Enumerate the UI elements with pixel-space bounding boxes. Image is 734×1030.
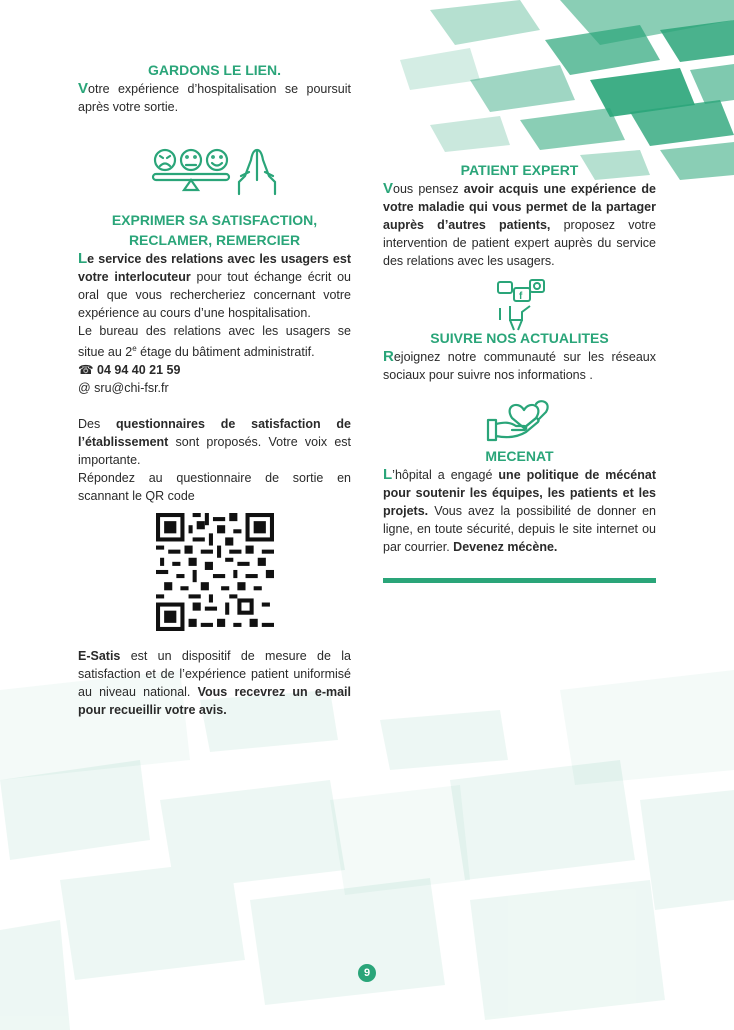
patient-body-1: ous pensez [393,182,464,196]
phone-icon: ☎ [78,363,98,378]
exprimer-bold: e service des relations avec les usagers est votre interlocuteur [78,252,351,284]
mecenat-body-2: Vous avez la possibilité de donner en ligne, en toute sécurité, depuis le site internet ou par courrier. [383,504,656,554]
patient-bold: avoir acquis une expérience de votre maladie qui vous permet de la partager auprès d’autres patients, [383,182,656,232]
mecenat-body-1: ’hôpital a engagé [392,468,499,482]
right-column [383,160,656,556]
location-sup: e [132,344,137,353]
phone-number[interactable]: 04 94 40 21 59 [97,363,181,378]
q-pre: Des [78,417,117,432]
drop-cap: R [383,348,394,365]
qr-code-icon[interactable] [156,513,274,631]
gardons-body: otre expérience d’hospitalisation se poursuit après votre sortie. [78,82,351,114]
page-number: 9 [358,964,376,982]
q-bold: questionnaires de satisfaction de l’établissement [78,417,352,450]
gardons-text [78,80,351,116]
mecenat-cta: Devenez mécène. [453,540,558,554]
questionnaire-text [78,415,351,469]
social-media-icon [490,278,550,332]
email-line[interactable]: @ sru@chi-fsr.fr [78,381,169,396]
gardons-title: GARDONS LE LIEN. [147,62,281,78]
mecenat-bold: une politique de mécénat pour soutenir les équipes, les patients et les projets. [383,468,656,518]
esatis-body: est un dispositif de mesure de la satisfaction et de l’expérience patient uniformisé au niveau national. [78,649,351,700]
esatis-bold: E-Satis [78,649,121,664]
satisfaction-faces-icon [153,150,229,190]
esatis-bold-end: Vous recevrez un e-mail pour recueillir votre avis. [78,685,352,718]
section-divider [383,578,656,583]
drop-cap: V [383,180,394,197]
left-column [78,60,351,719]
praying-hands-icon [239,150,275,194]
location-text: Le bureau des relations avec les usagers se situe au 2 [78,324,351,360]
exprimer-text [78,250,351,322]
actualites-title: SUIVRE NOS ACTUALITES [430,330,609,346]
satisfaction-icons [145,144,285,200]
q-post: sont proposés. Votre voix est importante. [78,435,351,468]
drop-cap: V [78,80,89,97]
svg-text:f: f [518,291,522,302]
patient-body-2: proposez votre intervention de patient expert auprès du service des relations avec les usagers. [383,218,656,268]
exprimer-title-2: RECLAMER, REMERCIER [128,232,301,248]
phone-line [78,361,351,379]
exprimer-location [78,322,351,361]
actualites-text [383,348,656,384]
drop-cap: L [383,466,393,483]
patient-expert-text [383,180,656,270]
exprimer-body: pour tout échange écrit ou oral que vous rechercheriez concernant votre expérience au cours d’une hospitalisation. [78,270,351,320]
heart-hand-icon [482,390,558,446]
questionnaire-scan: Répondez au questionnaire de sortie en scannant le QR code [78,471,351,504]
mecenat-text [383,466,656,556]
patient-expert-title: PATIENT EXPERT [460,162,579,178]
actualites-body: ejoignez notre communauté sur les réseaux sociaux pour suivre nos informations . [383,350,656,382]
location-end: étage du bâtiment administratif. [136,345,315,360]
mecenat-title: MECENAT [485,448,554,464]
exprimer-title-1: EXPRIMER SA SATISFACTION, [111,212,318,228]
esatis-text [78,647,351,719]
drop-cap: L [78,250,88,267]
